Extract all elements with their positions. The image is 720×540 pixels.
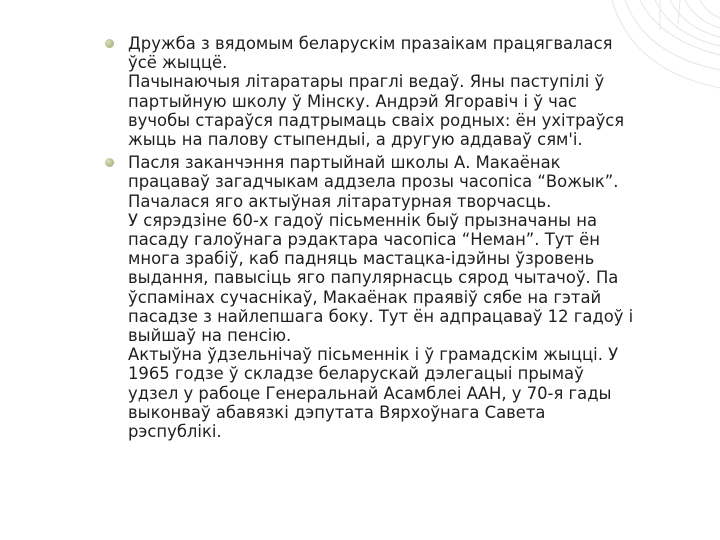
paragraph: Дружба з вядомым беларускім празаікам працягвалася ўсё жыццё. [128,34,613,73]
bullet-item-1 [128,34,703,149]
paragraph: Пасля заканчэння партыйнай школы А. Макаёнак працаваў загадчыкам аддзела прозы часопіса “Вожык”. Пачалася яго актыўная літаратурная творчасць. [128,153,619,211]
paragraph: У сярэдзіне 60-х гадоў пісьменнік быў прызначаны на пасаду галоўнага рэдактара часопіса “Неман”. Тут ён многа зрабіў, каб падняць мастацка-ідэйны ўзровень выдання, павысіць яго папулярнасць сярод чытачоў. Па ўспамінах сучаснікаў, Макаёнак праявіў сябе на гэтай пасадзе з найлепшага боку. Тут ён адпрацаваў 12 гадоў і выйшаў на пенсію. [128,210,634,346]
bullet-icon [105,158,114,167]
bullet-item-2 [128,153,703,441]
paragraph: Актыўна ўдзельнічаў пісьменнік і ў грамадскім жыцці. У 1965 годзе ў складзе беларускай дэлегацыі прымаў удзел у рабоце Генеральнай Асамблеі ААН, у 70-я гады выконваў абавязкі дэпутата Вярхоўнага Савета рэспублікі. [128,345,619,442]
paragraph: Пачынаючыя літаратары праглі ведаў. Яны паступілі ў партыйную школу ў Мінску. Андрэй Ягоравіч і ў час вучобы стараўся падтрымаць сваіх родных: ён ухітраўся жыць на палову стыпендыі, а другую аддаваў сям'і. [128,72,625,150]
bullet-icon [105,39,114,48]
slide-content [128,34,703,445]
